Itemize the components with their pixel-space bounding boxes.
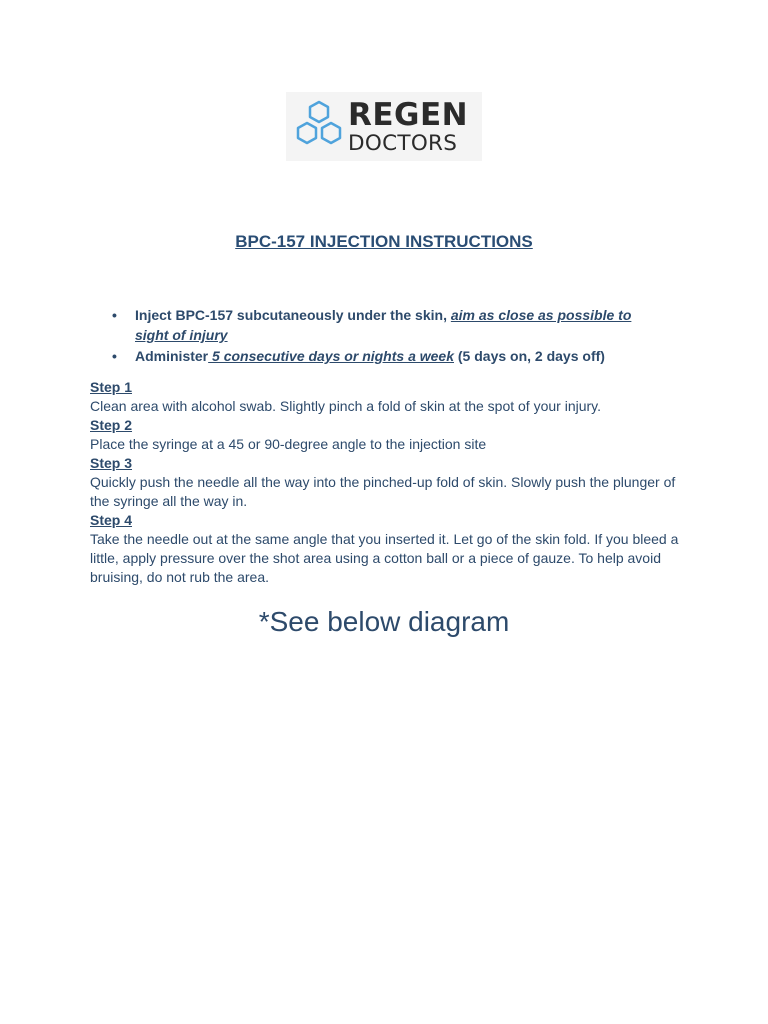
bullet-emphasis: aim as close as possible to sight of injury xyxy=(135,307,632,343)
step-text: Take the needle out at the same angle that you inserted it. Let go of the skin fold. If you bleed a little, apply pressure over the shot area using a cotton ball or a piece of gauze. To help avoid bruising, do not rub the area. xyxy=(90,531,679,585)
step-label: Step 2 xyxy=(90,417,133,433)
logo-wordmark xyxy=(348,97,469,156)
bullet-dot-icon: • xyxy=(112,307,117,323)
logo-line-2: DOCTORS xyxy=(348,131,458,156)
regen-doctors-logo xyxy=(286,92,482,161)
bullet-text: Inject BPC-157 subcutaneously under the skin, xyxy=(135,307,451,323)
step-label: Step 1 xyxy=(90,379,133,395)
step-label: Step 3 xyxy=(90,455,133,471)
step-text: Place the syringe at a 45 or 90-degree angle to the injection site xyxy=(90,436,487,452)
bullet-emphasis: 5 consecutive days or nights a week xyxy=(208,348,454,364)
logo-line-1: REGEN xyxy=(348,97,469,133)
step-text: Clean area with alcohol swab. Slightly pinch a fold of skin at the spot of your injury. xyxy=(90,398,602,414)
steps-section xyxy=(90,378,680,587)
diagram-note: *See below diagram xyxy=(258,606,510,637)
bullet-item xyxy=(90,305,660,345)
bullet-suffix: (5 days on, 2 days off) xyxy=(454,348,605,364)
page-title: BPC-157 INJECTION INSTRUCTIONS xyxy=(235,232,533,251)
step-text: Quickly push the needle all the way into the pinched-up fold of skin. Slowly push the plunger of the syringe all the way in. xyxy=(90,474,676,509)
bullet-item xyxy=(90,346,660,366)
hexagon-cluster-icon xyxy=(294,100,344,154)
instruction-bullets xyxy=(90,305,660,367)
bullet-dot-icon: • xyxy=(112,348,117,364)
bullet-text: Administer xyxy=(135,348,209,364)
step-label: Step 4 xyxy=(90,512,133,528)
